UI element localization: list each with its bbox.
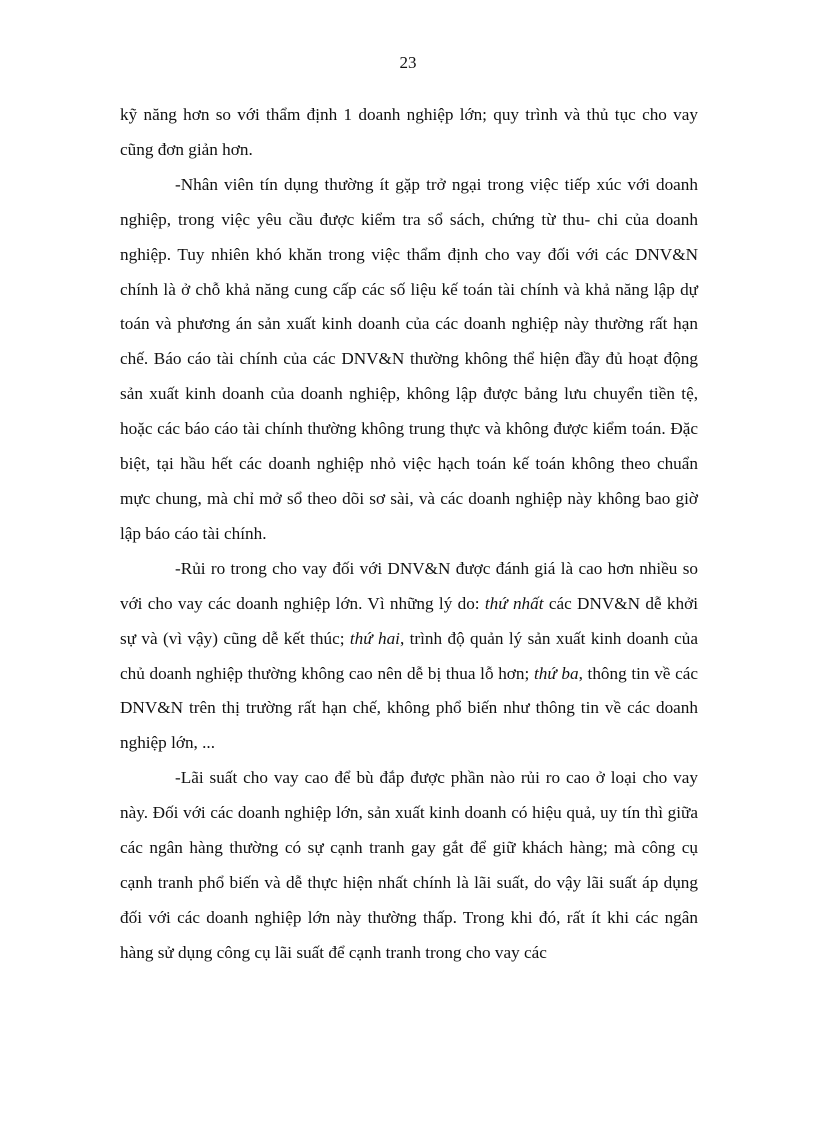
emphasis-second: thứ hai — [349, 628, 400, 648]
body-text — [120, 98, 698, 971]
paragraph-interest-rate — [120, 761, 698, 970]
paragraph-text: kỹ năng hơn so với thẩm định 1 doanh nghiệp lớn; quy trình và thủ tục cho vay cũng đơn giản hơn. — [120, 105, 698, 159]
paragraph-text: , trình độ quản lý sản xuất kinh doanh của chủ doanh nghiệp thường không cao nên dễ bị thua lỗ hơn; — [120, 628, 698, 683]
paragraph-text: -Nhân viên tín dụng thường ít gặp trở ngại trong việc tiếp xúc với doanh nghiệp, trong việc yêu cầu được kiểm tra sổ sách, chứng từ thu- chi của doanh nghiệp. Tuy nhiên khó khăn trong việc thẩm định cho vay đối với các DNV&N chính là ở chỗ khả năng cung cấp các số liệu kế toán tài chính và khả năng lập dự toán và phương án sản xuất kinh doanh của các doanh nghiệp này thường rất hạn chế. Báo cáo tài chính của các DNV&N thường không thể hiện đầy đủ hoạt động sản xuất kinh doanh của doanh nghiệp, không lập được bảng lưu chuyển tiền tệ, hoặc các báo cáo tài chính thường không trung thực và không được kiểm toán. Đặc biệt, tại hầu hết các doanh nghiệp nhỏ việc hạch toán kế toán không theo chuẩn mực chung, mà chỉ mở sổ theo dõi sơ sài, và các doanh nghiệp này không bao giờ lập báo cáo tài chính. — [120, 174, 698, 543]
paragraph-text: các DNV&N dễ khởi sự và (vì vậy) cũng dễ kết thúc; — [120, 593, 698, 648]
paragraph-lending-risk — [120, 552, 698, 761]
emphasis-first: thứ nhất — [484, 593, 544, 613]
paragraph-credit-staff — [120, 168, 698, 552]
emphasis-third: thứ ba — [533, 663, 579, 683]
paragraph-text: -Lãi suất cho vay cao để bù đắp được phần nào rủi ro cao ở loại cho vay này. Đối với các doanh nghiệp lớn, sản xuất kinh doanh có hiệu quả, uy tín thì giữa các ngân hàng thường có sự cạnh tranh gay gắt để giữ khách hàng; mà công cụ cạnh tranh phổ biến và dễ thực hiện nhất chính là lãi suất, do vậy lãi suất áp dụng đối với các doanh nghiệp lớn này thường thấp. Trong khi đó, rất ít khi các ngân hàng sử dụng công cụ lãi suất để cạnh tranh trong cho vay các — [120, 768, 698, 962]
paragraph-loan-appraisal-intro — [120, 98, 698, 168]
page-number: 23 — [399, 53, 417, 72]
paragraph-text: , thông tin về các DNV&N trên thị trường rất hạn chế, không phổ biến như thông tin về các doanh nghiệp lớn, ... — [120, 663, 698, 753]
paragraph-text: -Rủi ro trong cho vay đối với DNV&N được đánh giá là cao hơn nhiều so với cho vay các doanh nghiệp lớn. Vì những lý do: — [120, 558, 698, 613]
